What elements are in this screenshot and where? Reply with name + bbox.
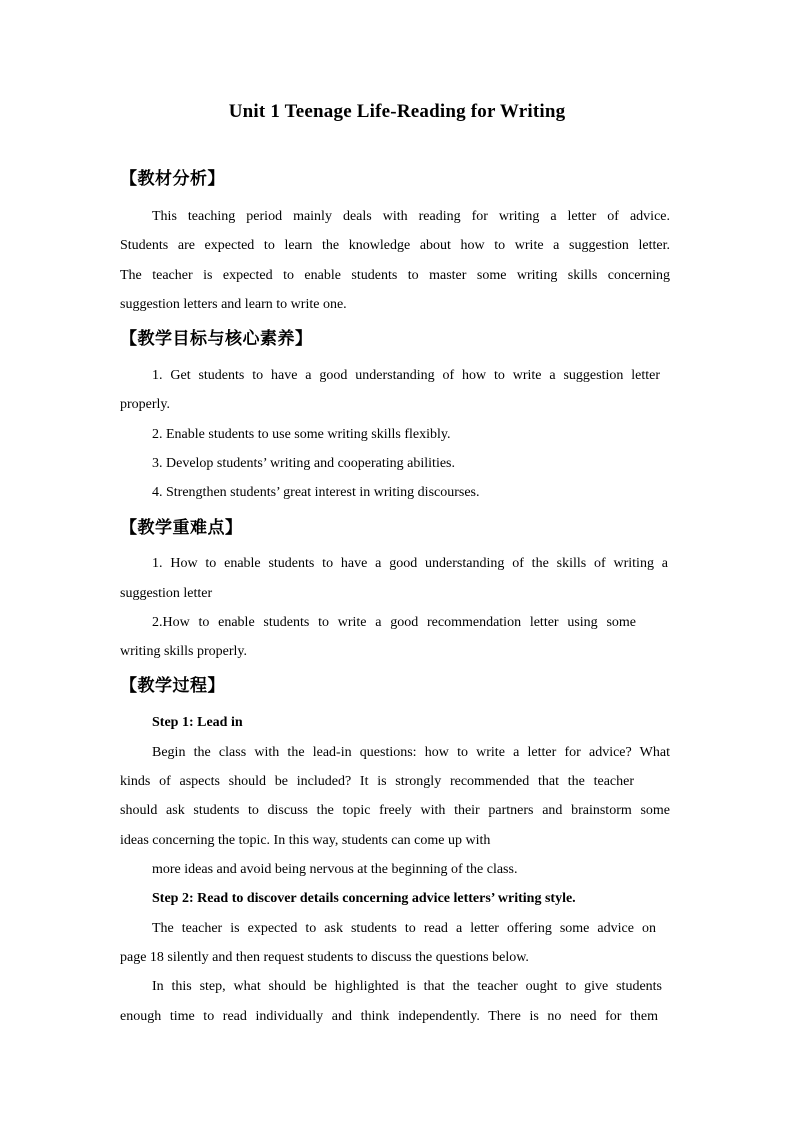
objective-line-4: 3. Develop students’ writing and cooperating abilities. [152, 456, 456, 471]
key-point-line-2: suggestion letter [120, 586, 213, 601]
step1-line-1: Begin the class with the lead-in questions: how to write a letter for advice? What [152, 745, 670, 760]
key-point-line-4: writing skills properly. [120, 644, 248, 659]
step2-line-4: enough time to read individually and think independently. There is no need for them [120, 1009, 658, 1024]
step2-line-2: page 18 silently and then request students to discuss the questions below. [120, 950, 529, 965]
objective-line-2: properly. [120, 397, 171, 412]
section-heading-key-points: 【教学重难点】 [120, 518, 243, 538]
key-point-line-1: 1. How to enable students to have a good understanding of the skills of writing a [152, 556, 668, 571]
section-heading-objectives: 【教学目标与核心素养】 [120, 329, 313, 349]
objective-line-5: 4. Strengthen students’ great interest in writing discourses. [152, 485, 480, 500]
objective-line-1: 1. Get students to have a good understanding of how to write a suggestion letter [152, 368, 660, 383]
section-heading-process: 【教学过程】 [120, 676, 225, 696]
section-heading-analysis: 【教材分析】 [120, 169, 225, 189]
analysis-line-2: Students are expected to learn the knowledge about how to write a suggestion letter. [120, 238, 670, 253]
step2-line-3: In this step, what should be highlighted is that the teacher ought to give students [152, 979, 662, 994]
step1-title: Step 1: Lead in [152, 715, 243, 730]
step1-line-3: should ask students to discuss the topic freely with their partners and brainstorm some [120, 803, 670, 818]
analysis-line-1: This teaching period mainly deals with reading for writing a letter of advice. [152, 209, 670, 224]
step1-line-4: ideas concerning the topic. In this way, students can come up with [120, 833, 491, 848]
analysis-line-4: suggestion letters and learn to write one. [120, 297, 347, 312]
step1-line-5: more ideas and avoid being nervous at the beginning of the class. [152, 862, 518, 877]
document-title: Unit 1 Teenage Life-Reading for Writing [228, 101, 566, 122]
step2-line-1: The teacher is expected to ask students to read a letter offering some advice on [152, 921, 656, 936]
objective-line-3: 2. Enable students to use some writing skills flexibly. [152, 427, 451, 442]
analysis-line-3: The teacher is expected to enable students to master some writing skills concerning [120, 268, 670, 283]
key-point-line-3: 2.How to enable students to write a good recommendation letter using some [152, 615, 636, 630]
step1-line-2: kinds of aspects should be included? It is strongly recommended that the teacher [120, 774, 634, 789]
step2-title: Step 2: Read to discover details concerning advice letters’ writing style. [152, 891, 576, 906]
